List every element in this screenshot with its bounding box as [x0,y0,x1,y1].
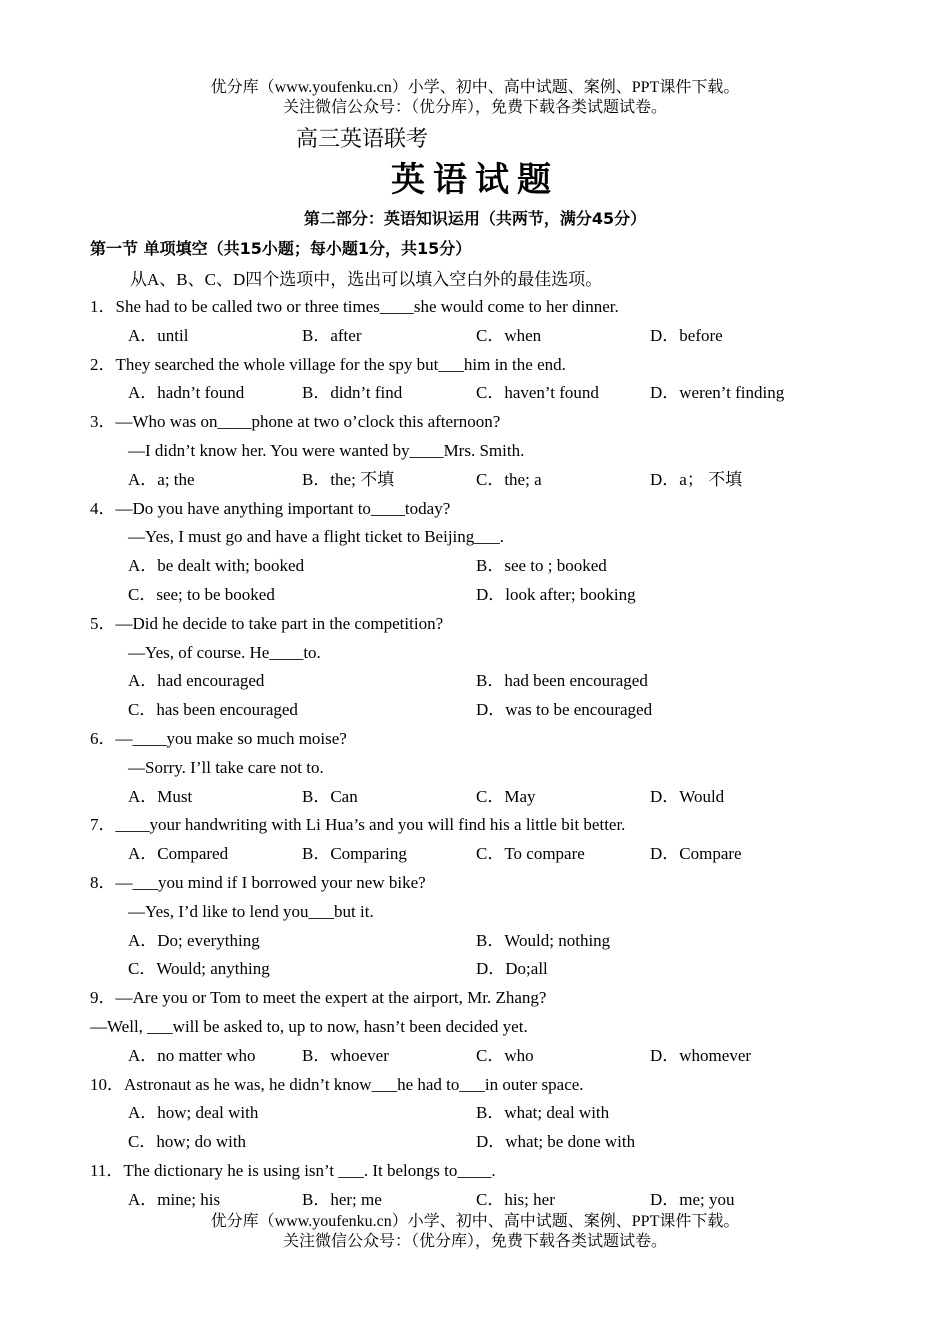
question-number: 2． [90,354,116,374]
page-header-line-2: 关注微信公众号：（优分库），免费下载各类试题试卷。 [282,99,667,116]
options-row [90,1042,910,1071]
option-d: D．a； 不填 [650,469,743,489]
question-9 [90,984,910,1070]
options-row [90,927,910,956]
question-text: —___you mind if I borrowed your new bike? [115,872,426,892]
option-b: B．Can [302,786,358,806]
question-stem [90,293,910,322]
option-d: D．me; you [650,1189,735,1209]
question-11 [90,1157,910,1215]
options-row [90,696,910,725]
option-d: D．was to be encouraged [476,700,653,720]
option-b: B．after [302,325,362,345]
exam-subtitle: 高三英语联考 [296,126,429,151]
option-a: A．be dealt with; booked [128,556,305,576]
page-header-line-1: 优分库（www.youfenku.cn）小学、初中、高中试题、案例、PPT课件下载。 [210,79,740,96]
option-d: D．Do;all [476,959,548,979]
option-b: B．Would; nothing [476,930,611,950]
question-dialogue-line: —Yes, of course. He____to. [128,642,321,662]
question-stem [90,725,910,754]
question-2 [90,351,910,409]
option-a: A．mine; his [128,1189,221,1209]
question-1 [90,293,910,351]
question-text: —____you make so much moise? [115,728,347,748]
question-text: —Who was on____phone at two o’clock this afternoon? [115,412,501,432]
question-7 [90,811,910,869]
option-d: D．before [650,325,723,345]
option-c: C．has been encouraged [128,700,298,720]
question-list [90,293,910,1215]
question-stem [90,984,910,1013]
question-number: 10． [90,1074,124,1094]
option-c: C．May [476,786,536,806]
option-b: B．Comparing [302,844,407,864]
question-number: 3． [90,412,116,432]
question-number: 8． [90,872,116,892]
question-stem [90,351,910,380]
options-row [90,667,910,696]
question-stem [90,495,910,524]
option-b: B．the; 不填 [302,469,395,489]
question-dialogue-line: —Yes, I must go and have a flight ticket to Beijing___. [128,527,505,547]
option-d: D．look after; booking [476,584,636,604]
page-footer-line-2: 关注微信公众号：（优分库），免费下载各类试题试卷。 [282,1233,667,1250]
option-c: C．haven’t found [476,383,599,403]
option-c: C．To compare [476,844,585,864]
option-a: A．until [128,325,189,345]
option-d: D．Would [650,786,725,806]
option-d: D．what; be done with [476,1132,636,1152]
options-row [90,1186,910,1215]
question-text: —Did he decide to take part in the competition? [115,613,444,633]
option-c: C．the; a [476,469,542,489]
question-stem [90,1157,910,1186]
question-dialogue-line: —Yes, I’d like to lend you___but it. [128,901,374,921]
question-number: 1． [90,297,116,316]
question-number: 11． [90,1160,124,1180]
question-number: 4． [90,498,116,518]
option-b: B．what; deal with [476,1103,610,1123]
instructions: 从A、B、C、D四个选项中，选出可以填入空白外的最佳选项。 [130,270,603,289]
question-text: —Do you have anything important to____today? [115,498,451,518]
option-c: C．when [476,325,542,345]
exam-title: 英语试题 [391,162,559,199]
options-row [90,955,910,984]
options-row [90,379,910,408]
question-number: 7． [90,815,116,835]
option-a: A．how; deal with [128,1103,259,1123]
part-heading: 第二部分：英语知识运用（共两节，满分45分） [303,209,647,228]
option-d: D．Compare [650,844,742,864]
question-number: 5． [90,613,116,633]
question-stem [90,869,910,898]
page-footer-line-1: 优分库（www.youfenku.cn）小学、初中、高中试题、案例、PPT课件下载。 [210,1213,740,1230]
question-text: She had to be called two or three times____she would come to her dinner. [115,297,619,316]
question-number: 9． [90,988,116,1008]
section-heading: 第一节 单项填空（共15小题；每小题1分，共15分） [90,239,472,258]
question-dialogue-line: —Well, ___will be asked to, up to now, hasn’t been decided yet. [90,1016,528,1036]
option-d: D．whomever [650,1045,752,1065]
question-8 [90,869,910,984]
options-row [90,581,910,610]
option-b: B．her; me [302,1189,382,1209]
question-stem [90,811,910,840]
option-b: B．didn’t find [302,383,403,403]
question-number: 6． [90,728,116,748]
option-a: A．a; the [128,469,195,489]
question-dialogue-line: —Sorry. I’ll take care not to. [128,757,324,777]
question-10 [90,1071,910,1157]
option-a: A．Must [128,786,193,806]
options-row [90,322,910,351]
option-a: A．had encouraged [128,671,265,691]
option-b: B．had been encouraged [476,671,648,691]
option-a: A．no matter who [128,1045,256,1065]
question-text: Astronaut as he was, he didn’t know___he had to___in outer space. [124,1074,584,1094]
options-row [90,1128,910,1157]
question-6 [90,725,910,811]
question-5 [90,610,910,725]
options-row [90,1099,910,1128]
question-dialogue-line: —I didn’t know her. You were wanted by____Mrs. Smith. [128,440,525,460]
option-c: C．how; do with [128,1132,247,1152]
question-4 [90,495,910,610]
option-d: D．weren’t finding [650,383,785,403]
option-a: A．hadn’t found [128,383,245,403]
option-b: B．see to ; booked [476,556,607,576]
question-stem [90,1071,910,1100]
options-row [90,552,910,581]
question-text: ____your handwriting with Li Hua’s and you will find his a little bit better. [115,815,626,835]
question-text: —Are you or Tom to meet the expert at the airport, Mr. Zhang? [115,988,547,1008]
option-c: C．Would; anything [128,959,270,979]
option-b: B．whoever [302,1045,389,1065]
options-row [90,840,910,869]
option-c: C．who [476,1045,534,1065]
question-text: The dictionary he is using isn’t ___. It belongs to____. [123,1160,496,1180]
option-a: A．Compared [128,844,229,864]
question-stem [90,610,910,639]
option-c: C．his; her [476,1189,555,1209]
option-c: C．see; to be booked [128,584,275,604]
options-row [90,466,910,495]
options-row [90,783,910,812]
question-3 [90,408,910,494]
question-text: They searched the whole village for the spy but___him in the end. [115,354,566,374]
option-a: A．Do; everything [128,930,260,950]
question-stem [90,408,910,437]
